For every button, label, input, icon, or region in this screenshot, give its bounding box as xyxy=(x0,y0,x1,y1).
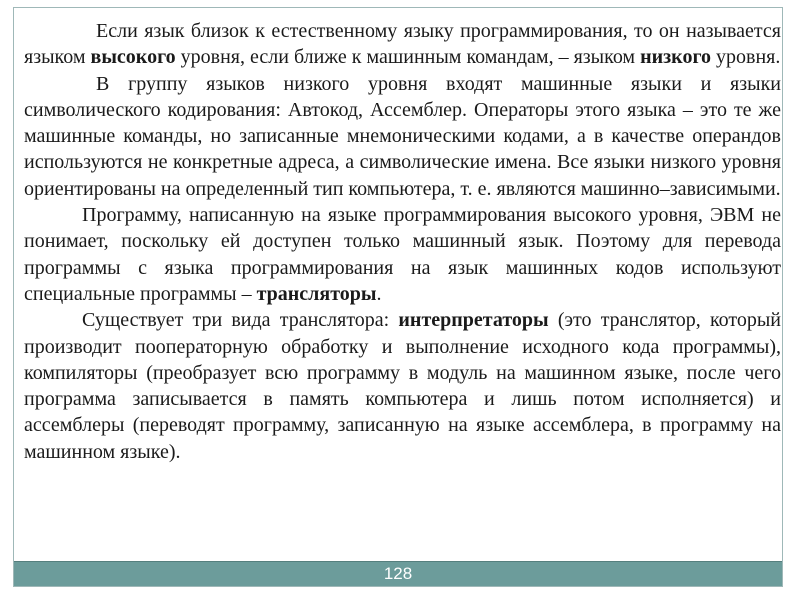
paragraph-2-text: В группу языков низкого уровня входят машинные языки и языки символического кодирования: Автокод, Ассемблер. Операторы этого языка – это те же машинные команды, но записанные мнемоническими кодами, а в качестве операндов используются не конкретные адреса, а символические имена. Все языки низкого уровня ориентированы на определенный тип компьютера, т. е. являются машинно–зависимыми. xyxy=(24,72,781,200)
page-number: 128 xyxy=(383,564,413,583)
term-high-level: высокого xyxy=(90,46,176,69)
paragraph-1-text-b: уровня, если ближе к машинным командам, – языком xyxy=(175,46,641,69)
paragraph-4-text-b: (это транслятор, который производит пооператорную обработку и выполнение исходного кода программы), компиляторы (преобразует всю программу в модуль на машинном языке, после чего программа записывается в память компьютера и лишь потом исполняется) и ассемблеры (переводят программу, записанную на языке ассемблера, в программу на машинном языке). xyxy=(24,309,782,463)
paragraph-3-text-b: . xyxy=(376,282,382,305)
paragraph-1 xyxy=(24,18,781,71)
paragraph-4 xyxy=(24,307,781,465)
slide-body xyxy=(24,18,781,465)
paragraph-4-text-a: Существует три вида транслятора: xyxy=(82,309,399,332)
term-translators: трансляторы xyxy=(256,282,377,305)
paragraph-2 xyxy=(24,71,781,202)
term-low-level: низкого xyxy=(640,46,712,69)
paragraph-3 xyxy=(24,202,781,307)
paragraph-1-text-c: уровня. xyxy=(711,46,781,69)
slide-frame xyxy=(13,7,783,587)
footer-bar xyxy=(14,561,782,586)
term-interpreters: интерпретаторы xyxy=(398,309,549,332)
paragraph-1-text-a: Если язык близок к естественному языку программирования, то он называется языком xyxy=(24,20,781,69)
paragraph-3-text-a: Программу, написанную на языке программирования высокого уровня, ЭВМ не понимает, поскольку ей доступен только машинный язык. Поэтому для перевода программы с языка программирования на язык машинных кодов используют специальные программы – xyxy=(24,204,781,305)
